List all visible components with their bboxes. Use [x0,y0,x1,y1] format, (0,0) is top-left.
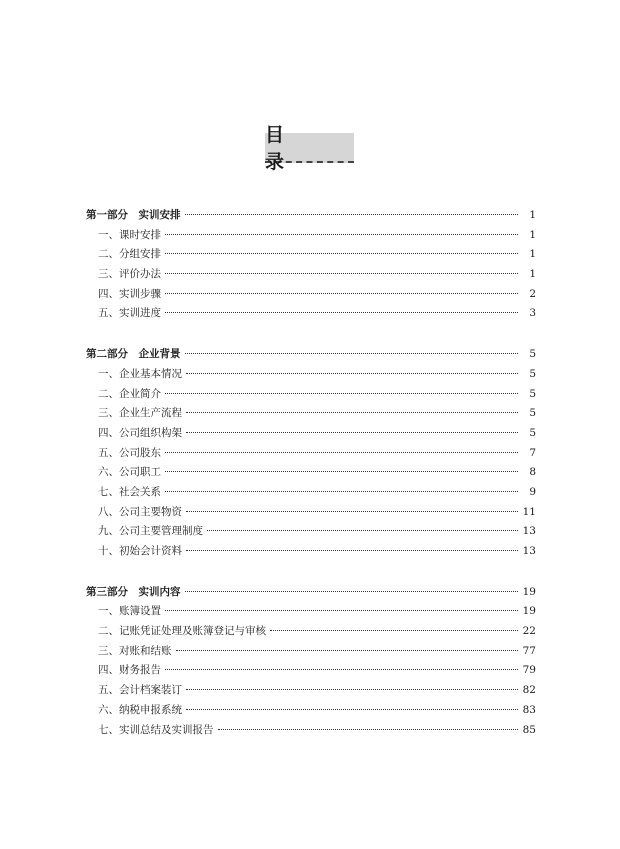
dot-leader [186,412,518,413]
toc-entry-label: 三、企业生产流程 [98,407,182,420]
dot-leader [218,729,519,730]
toc-entry-page-number: 13 [522,525,536,538]
toc-entry-page-number: 1 [529,268,536,281]
toc-entry-label: 六、公司职工 [98,466,161,479]
toc-part-heading[interactable] [86,583,536,603]
dot-leader [165,293,518,294]
dot-leader [165,393,518,394]
toc-entry[interactable] [86,444,536,464]
page-title: 目 录 [265,124,348,173]
dot-leader [176,650,519,651]
toc-entry-label: 十、初始会计资料 [98,545,182,557]
toc-entry[interactable] [86,226,536,246]
toc-entry-label: 七、社会关系 [98,485,161,498]
toc-entry-page-number: 3 [529,307,536,320]
toc-entry-page-number: 7 [529,446,536,459]
dot-leader [186,689,518,690]
toc-part-heading[interactable] [86,345,536,365]
toc-section [86,206,536,324]
toc-entry-label: 二、企业简介 [98,387,161,400]
toc-entry[interactable] [86,503,536,523]
toc-entry-label: 五、公司股东 [98,446,161,459]
toc-entry[interactable] [86,285,536,305]
dot-leader [165,669,518,670]
toc-entry[interactable] [86,622,536,642]
toc-entry-page-number: 9 [529,485,536,498]
toc-entry-page-number: 1 [529,248,536,261]
toc-entry-page-number: 83 [522,703,536,716]
toc-entry-label: 六、纳税申报系统 [98,703,182,716]
dot-leader [207,530,518,531]
toc-section [86,345,536,562]
dot-leader [165,452,518,453]
toc-entry-label: 七、实训总结及实训报告 [98,723,214,736]
toc-entry-page-number: 1 [529,228,536,241]
toc-entry-label: 九、公司主要管理制度 [98,525,203,538]
toc-entry[interactable] [86,404,536,424]
dot-leader [165,312,518,313]
toc-entry-label: 四、财务报告 [98,664,161,677]
toc-entry-page-number: 85 [522,723,536,736]
toc-entry-page-number: 5 [529,348,536,361]
toc-entry[interactable] [86,661,536,681]
toc-entry-label: 八、公司主要物资 [98,505,182,518]
toc-entry-page-number: 1 [529,209,536,221]
toc-section [86,583,536,741]
toc-entry[interactable] [86,304,536,324]
dot-leader [186,432,518,433]
toc-entry-page-number: 82 [522,684,536,697]
toc-entry-page-number: 77 [522,644,536,657]
toc-entry-label: 二、分组安排 [98,248,161,261]
dot-leader [186,550,518,551]
toc-entry[interactable] [86,483,536,503]
dot-leader [270,630,518,631]
toc-entry-page-number: 11 [522,505,536,518]
toc-entry-page-number: 13 [522,545,536,557]
toc-entry-label: 二、记账凭证处理及账簿登记与审核 [98,625,266,638]
toc-entry-label: 第三部分 实训内容 [86,585,181,598]
dot-leader [186,709,518,710]
toc-entry-page-number: 19 [522,585,536,598]
toc-entry-label: 三、对账和结账 [98,644,172,657]
toc-entry-page-number: 5 [529,367,536,380]
dot-leader [185,591,519,592]
toc-entry-page-number: 79 [522,664,536,677]
toc-entry[interactable] [86,522,536,542]
toc-entry-label: 第二部分 企业背景 [86,348,181,361]
dot-leader [165,610,518,611]
toc-entry[interactable] [86,245,536,265]
toc-entry[interactable] [86,542,536,562]
toc-entry-label: 五、实训进度 [98,307,161,320]
toc-entry[interactable] [86,602,536,622]
toc-entry-label: 第一部分 实训安排 [86,209,181,221]
toc-entry-page-number: 5 [529,387,536,400]
toc-entry[interactable] [86,385,536,405]
toc-entry-page-number: 2 [529,287,536,300]
toc-entry-label: 一、账簿设置 [98,605,161,618]
toc-entry-page-number: 5 [529,426,536,439]
table-of-contents [86,206,536,761]
dot-leader [165,273,518,274]
toc-entry-label: 一、课时安排 [98,228,161,241]
toc-title-box [265,124,354,173]
toc-entry[interactable] [86,463,536,483]
dot-leader [165,491,518,492]
toc-part-heading[interactable] [86,206,536,226]
toc-entry[interactable] [86,681,536,701]
toc-entry-label: 五、会计档案装订 [98,684,182,697]
toc-entry-page-number: 5 [529,407,536,420]
toc-entry-label: 一、企业基本情况 [98,367,182,380]
toc-entry-page-number: 8 [529,466,536,479]
dot-leader [165,471,518,472]
toc-entry[interactable] [86,642,536,662]
toc-entry[interactable] [86,365,536,385]
toc-entry-page-number: 19 [522,605,536,618]
toc-entry[interactable] [86,701,536,721]
toc-entry[interactable] [86,424,536,444]
dot-leader [185,214,519,215]
toc-entry[interactable] [86,721,536,741]
dot-leader [165,234,518,235]
dot-leader [185,353,519,354]
toc-entry[interactable] [86,265,536,285]
dot-leader [186,511,518,512]
toc-entry-label: 四、实训步骤 [98,287,161,300]
toc-entry-label: 四、公司组织构架 [98,426,182,439]
dot-leader [165,253,518,254]
dot-leader [186,373,518,374]
toc-entry-label: 三、评价办法 [98,268,161,281]
toc-entry-page-number: 22 [522,625,536,638]
